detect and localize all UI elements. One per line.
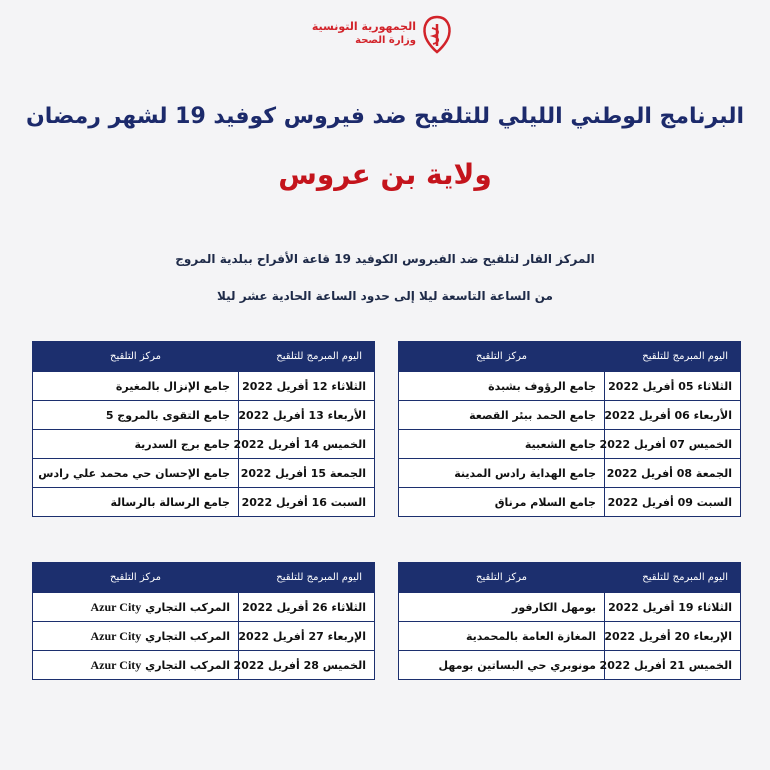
table-row — [33, 593, 375, 622]
center-cell: بومهل الكارفور — [399, 593, 605, 622]
day-cell: الأربعاء 06 أفريل 2022 — [605, 401, 741, 430]
fixed-center-note: المركز القار لتلقيح ضد الفيروس الكوفيد 19 قاعة الأفراح ببلدية المروج — [175, 252, 595, 266]
org-name-line2: وزارة الصحة — [355, 35, 416, 46]
center-cell: جامع برج السدرية — [33, 430, 239, 459]
table-row — [33, 459, 375, 488]
column-header-center: مركز التلقيح — [33, 342, 239, 372]
schedule-table-week3 — [398, 562, 741, 680]
table-row — [399, 401, 741, 430]
schedule-table-week1 — [398, 341, 741, 517]
center-name-ar: المركب التجاري — [145, 600, 230, 614]
hours-note: من الساعة التاسعة ليلا إلى حدود الساعة الحادية عشر ليلا — [217, 289, 553, 303]
page-title: البرنامج الوطني الليلي للتلقيح ضد فيروس كوفيد 19 لشهر رمضان — [25, 104, 745, 129]
health-emblem-icon — [420, 14, 454, 56]
column-header-center: مركز التلقيح — [399, 342, 605, 372]
table-row — [399, 459, 741, 488]
center-cell: المغازة العامة بالمحمدية — [399, 622, 605, 651]
table-row — [33, 622, 375, 651]
table-header-row — [33, 563, 375, 593]
day-cell: الثلاثاء 26 أفريل 2022 — [239, 593, 375, 622]
governorate-subtitle: ولاية بن عروس — [278, 158, 492, 191]
ministry-logo — [311, 14, 454, 60]
day-cell: الجمعة 15 أفريل 2022 — [239, 459, 375, 488]
column-header-day: اليوم المبرمج للتلقيح — [239, 563, 375, 593]
center-name-ar: المركب التجاري — [145, 658, 230, 672]
table-row — [33, 430, 375, 459]
center-cell: جامع الرسالة بالرسالة — [33, 488, 239, 517]
day-cell: الجمعة 08 أفريل 2022 — [605, 459, 741, 488]
center-cell: جامع الإحسان حي محمد علي رادس — [33, 459, 239, 488]
table-row — [33, 651, 375, 680]
column-header-day: اليوم المبرمج للتلقيح — [605, 563, 741, 593]
table-row — [399, 488, 741, 517]
day-cell: الثلاثاء 12 أفريل 2022 — [239, 372, 375, 401]
org-name-line1: الجمهورية التونسية — [311, 20, 416, 33]
schedule-table-week4 — [32, 562, 375, 680]
schedule-table-week2 — [32, 341, 375, 517]
day-cell: الخميس 07 أفريل 2022 — [605, 430, 741, 459]
center-cell: جامع الحمد ببئر القصعة — [399, 401, 605, 430]
table-row — [399, 651, 741, 680]
day-cell: الخميس 28 أفريل 2022 — [239, 651, 375, 680]
center-cell: جامع الرؤوف بشبدة — [399, 372, 605, 401]
logo-text — [312, 20, 416, 46]
day-cell: الأربعاء 13 أفريل 2022 — [239, 401, 375, 430]
table-row — [399, 622, 741, 651]
center-cell: جامع الشعبية — [399, 430, 605, 459]
center-name-latin: Azur City — [90, 599, 142, 614]
center-cell — [33, 593, 239, 622]
table-row — [33, 488, 375, 517]
table-header-row — [399, 342, 741, 372]
day-cell: الخميس 14 أفريل 2022 — [239, 430, 375, 459]
day-cell: الخميس 21 أفريل 2022 — [605, 651, 741, 680]
column-header-center: مركز التلقيح — [399, 563, 605, 593]
table-row — [399, 593, 741, 622]
day-cell: الثلاثاء 05 أفريل 2022 — [605, 372, 741, 401]
column-header-day: اليوم المبرمج للتلقيح — [605, 342, 741, 372]
center-cell — [33, 622, 239, 651]
center-name-latin: Azur City — [90, 657, 142, 672]
table-row — [399, 372, 741, 401]
center-cell: جامع التقوى بالمروج 5 — [33, 401, 239, 430]
day-cell: السبت 16 أفريل 2022 — [239, 488, 375, 517]
day-cell: الإربعاء 27 أفريل 2022 — [239, 622, 375, 651]
table-row — [33, 401, 375, 430]
table-header-row — [399, 563, 741, 593]
table-header-row — [33, 342, 375, 372]
column-header-center: مركز التلقيح — [33, 563, 239, 593]
day-cell: الثلاثاء 19 أفريل 2022 — [605, 593, 741, 622]
table-row — [399, 430, 741, 459]
center-cell: مونوبري حي البساتين بومهل — [399, 651, 605, 680]
center-name-latin: Azur City — [90, 628, 142, 643]
center-name-ar: المركب التجاري — [145, 629, 230, 643]
day-cell: الإربعاء 20 أفريل 2022 — [605, 622, 741, 651]
day-cell: السبت 09 أفريل 2022 — [605, 488, 741, 517]
center-cell: جامع الإنزال بالمغيرة — [33, 372, 239, 401]
center-cell — [33, 651, 239, 680]
column-header-day: اليوم المبرمج للتلقيح — [239, 342, 375, 372]
center-cell: جامع الهداية رادس المدينة — [399, 459, 605, 488]
center-cell: جامع السلام مرناق — [399, 488, 605, 517]
table-row — [33, 372, 375, 401]
